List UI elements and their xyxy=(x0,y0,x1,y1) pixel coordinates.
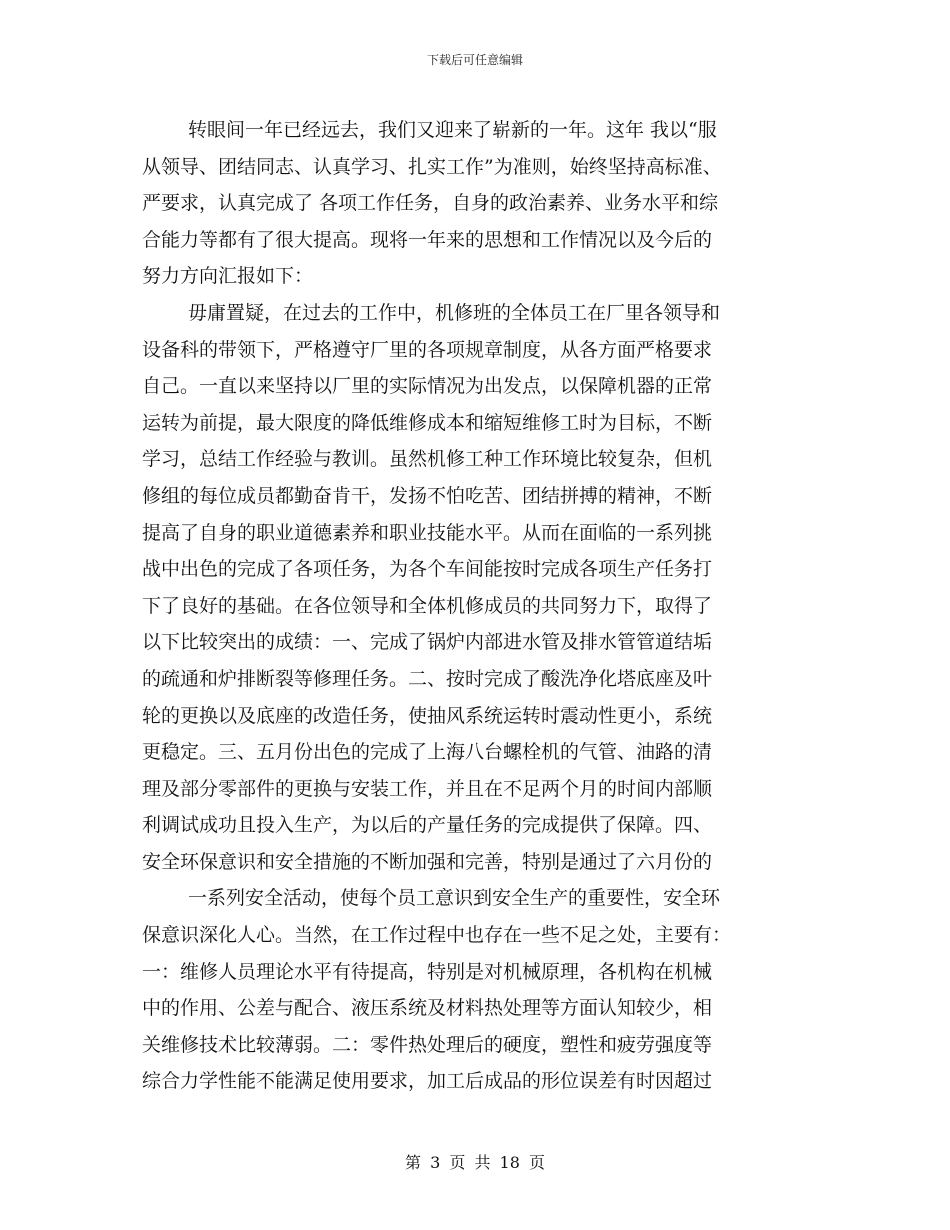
text-line: 中的作用、公差与配合、液压系统及材料热处理等方面认知较少，相 xyxy=(142,997,713,1020)
text-line: 轮的更换以及底座的改造任务，使抽风系统运转时震动性更小，系统 xyxy=(142,704,713,727)
text-line: 下了良好的基础。在各位领导和全体机修成员的共同努力下，取得了 xyxy=(142,594,713,617)
text-line: 学习，总结工作经验与教训。虽然机修工种工作环境比较复杂，但机 xyxy=(142,448,713,471)
text-line: 严要求，认真完成了 各项工作任务，自身的政治素养、业务水平和综 xyxy=(142,192,719,215)
text-line: 安全环保意识和安全措施的不断加强和完善，特别是通过了六月份的 xyxy=(142,850,713,873)
text-line: 合能力等都有了很大提高。现将一年来的思想和工作情况以及今后的 xyxy=(142,228,713,251)
paragraph-1 xyxy=(142,112,812,295)
paragraph-3 xyxy=(142,880,812,1100)
text-line: 运转为前提，最大限度的降低维修成本和缩短维修工时为目标，不断 xyxy=(142,411,713,434)
text-line: 一系列安全活动，使每个员工意识到安全生产的重要性，安全环 xyxy=(188,887,721,910)
text-line: 的疏通和炉排断裂等修理任务。二、按时完成了酸洗净化塔底座及叶 xyxy=(142,667,713,690)
text-line: 修组的每位成员都勤奋肯干，发扬不怕吃苦、团结拼搏的精神，不断 xyxy=(142,484,713,507)
text-line: 一：维修人员理论水平有待提高，特别是对机械原理，各机构在机械 xyxy=(142,960,713,983)
text-line: 从领导、团结同志、认真学习、扎实工作”为准则，始终坚持高标准、 xyxy=(142,155,722,178)
text-line: 保意识深化人心。当然，在工作过程中也存在一些不足之处，主要有： xyxy=(142,924,732,947)
text-line: 毋庸置疑，在过去的工作中，机修班的全体员工在厂里各领导和 xyxy=(188,301,721,324)
paragraph-2 xyxy=(142,295,812,881)
text-line: 努力方向汇报如下： xyxy=(142,265,314,288)
text-line: 更稳定。三、五月份出色的完成了上海八台螺栓机的气管、油路的清 xyxy=(142,741,713,764)
text-line: 综合力学性能不能满足使用要求，加工后成品的形位误差有时因超过 xyxy=(142,1070,713,1093)
text-line: 转眼间一年已经远去，我们又迎来了崭新的一年。这年 我以“服 xyxy=(188,119,717,141)
page-header: 下载后可任意编辑 xyxy=(426,53,523,67)
text-line: 自己。一直以来坚持以厂里的实际情况为出发点，以保障机器的正常 xyxy=(142,375,713,398)
page-number-footer: 第 3 页 共 18 页 xyxy=(405,1153,545,1172)
text-line: 关维修技术比较薄弱。二：零件热处理后的硬度，塑性和疲劳强度等 xyxy=(142,1033,713,1056)
text-line: 提高了自身的职业道德素养和职业技能水平。从而在面临的一系列挑 xyxy=(142,521,713,544)
text-line: 理及部分零部件的更换与安装工作，并且在不足两个月的时间内部顺 xyxy=(142,777,713,800)
text-line: 战中出色的完成了各项任务，为各个车间能按时完成各项生产任务打 xyxy=(142,558,713,581)
text-line: 利调试成功且投入生产，为以后的产量任务的完成提供了保障。四、 xyxy=(142,814,713,837)
text-line: 以下比较突出的成绩：一、完成了锅炉内部进水管及排水管管道结垢 xyxy=(142,631,713,654)
text-line: 设备科的带领下，严格遵守厂里的各项规章制度，从各方面严格要求 xyxy=(142,338,713,361)
document-body xyxy=(142,112,812,1100)
